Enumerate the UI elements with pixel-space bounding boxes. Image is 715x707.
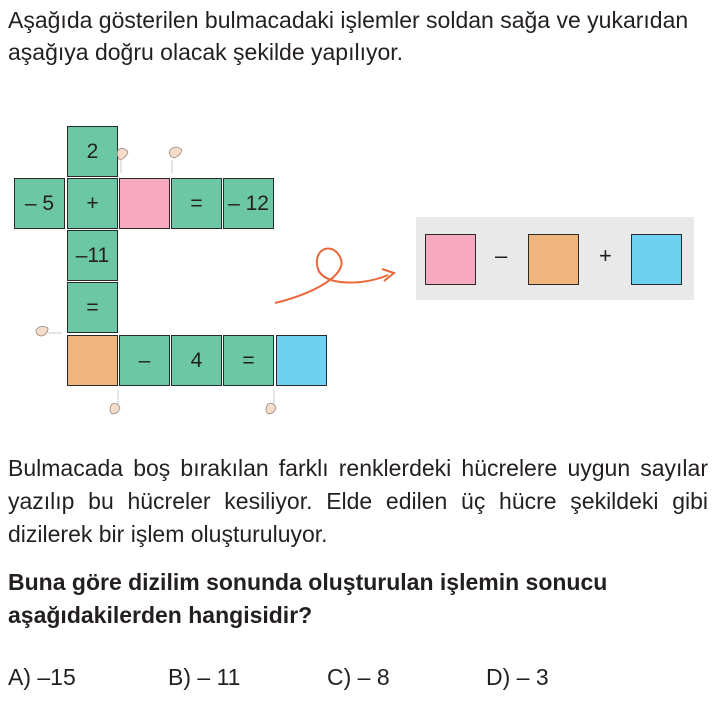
panel-orange-box xyxy=(528,234,579,285)
cell-plus-sign: + xyxy=(67,178,118,229)
panel-minus-sign: – xyxy=(495,243,508,268)
panel-plus-sign: + xyxy=(599,243,612,268)
cell-equals-row: = xyxy=(171,178,222,229)
scissors-icon xyxy=(117,148,128,173)
panel-pink-box xyxy=(425,234,476,285)
cell-equals-bottom: = xyxy=(223,335,274,386)
cell-middle-number: –11 xyxy=(67,230,118,281)
cell-result-row: – 12 xyxy=(223,178,274,229)
answer-panel xyxy=(416,217,694,300)
scissors-icon xyxy=(110,390,120,414)
scissors-icon xyxy=(36,326,62,336)
option-a[interactable]: A) –15 xyxy=(8,664,76,690)
option-d[interactable]: D) – 3 xyxy=(486,664,549,690)
question-text: Buna göre dizilim sonunda oluşturulan işlemin sonucu aşağıdakilerden hangisidir? xyxy=(8,569,608,628)
option-c[interactable]: C) – 8 xyxy=(327,664,390,690)
cell-bottom-number: 4 xyxy=(171,335,222,386)
cell-left-number: – 5 xyxy=(14,178,65,229)
description-text: Bulmacada boş bırakılan farklı renklerdeki hücrelere uygun sayılar yazılıp bu hücreler kesiliyor. Elde edilen üç hücre şekildeki gibi dizilerek bir işlem oluşturuluyor. xyxy=(8,455,708,547)
scissors-icon xyxy=(170,147,183,173)
intro-text: Aşağıda gösterilen bulmacadaki işlemler soldan sağa ve yukarıdan aşağıya doğru olacak şekilde yapılıyor. xyxy=(8,7,689,65)
option-b[interactable]: B) – 11 xyxy=(168,664,241,690)
cell-minus-sign: – xyxy=(119,335,170,386)
cell-top-number: 2 xyxy=(67,126,118,177)
panel-blue-box xyxy=(631,234,682,285)
cell-equals-col: = xyxy=(67,282,118,333)
curly-arrow xyxy=(270,235,410,315)
scissors-icon xyxy=(266,390,276,414)
